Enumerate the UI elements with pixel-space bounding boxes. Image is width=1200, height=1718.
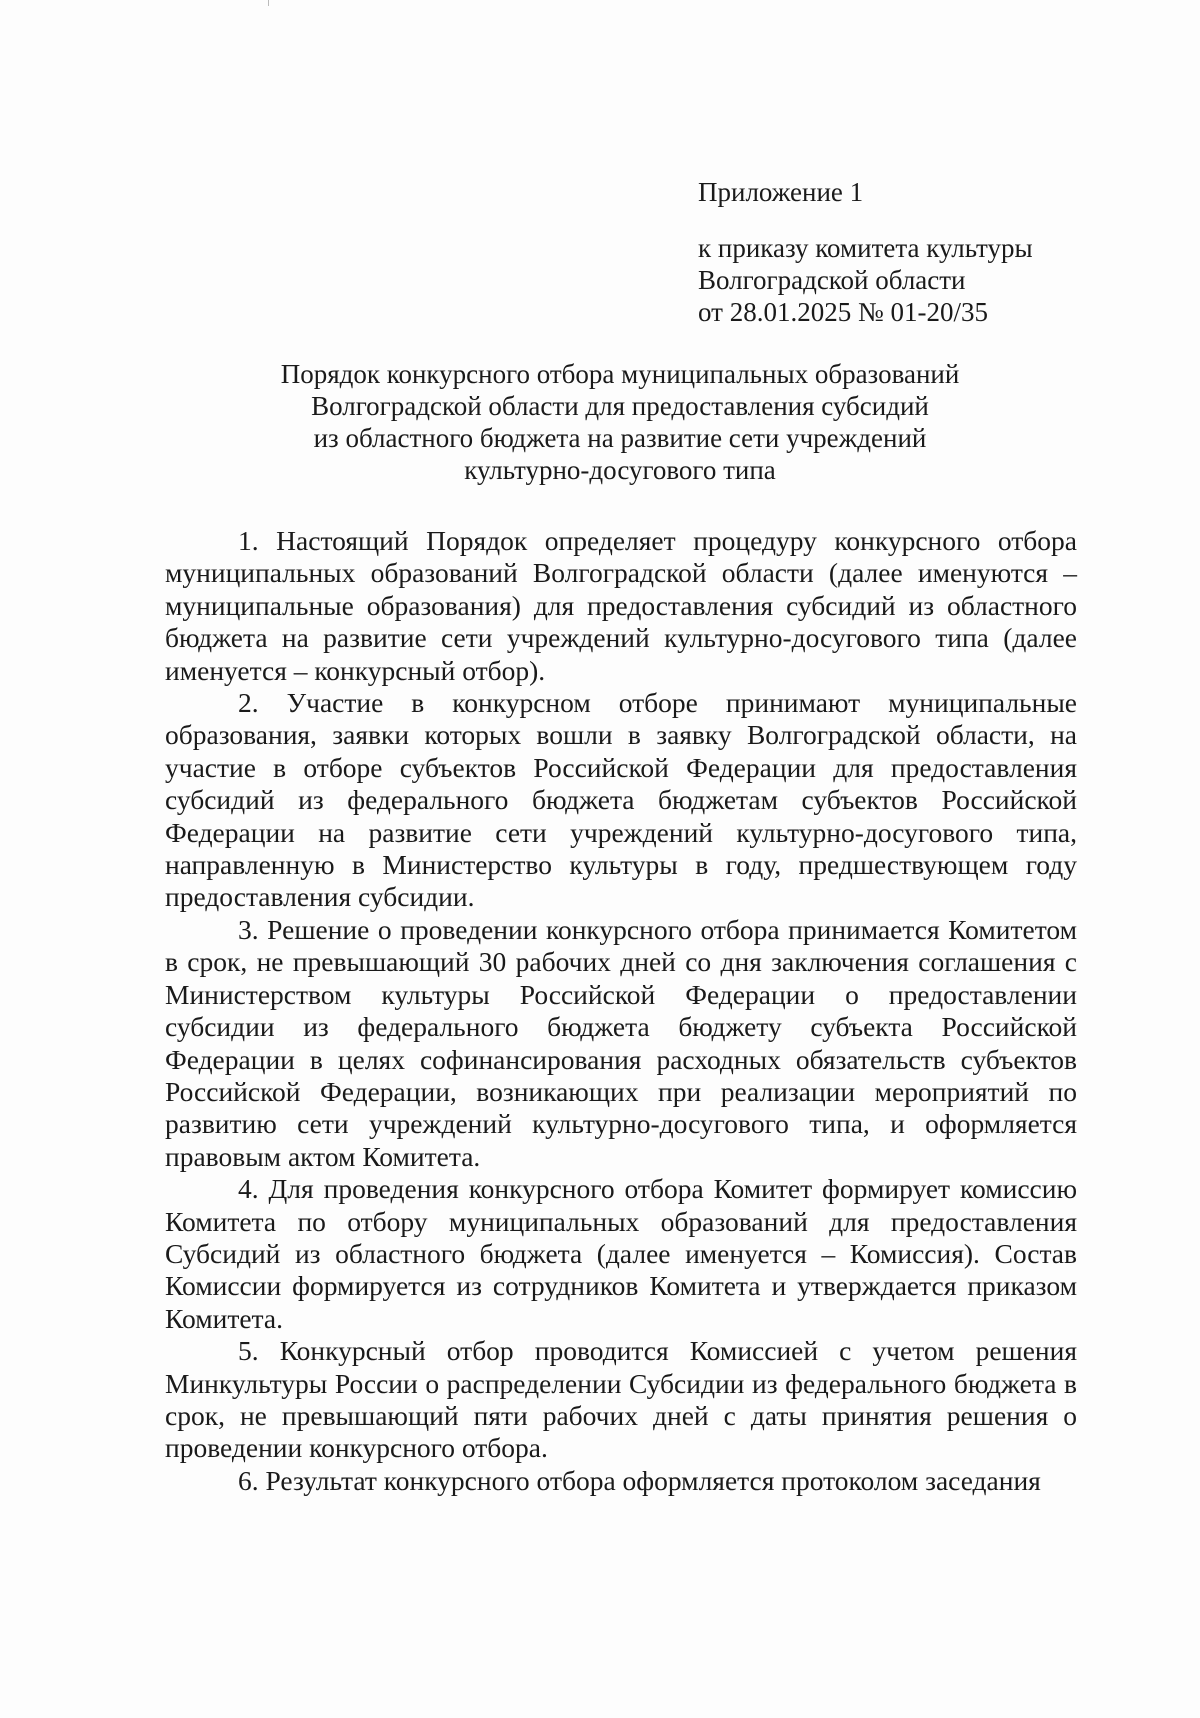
title-line: Волгоградской области для предоставления субсидий xyxy=(311,391,929,421)
paragraph-1: 1. Настоящий Порядок определяет процедуру конкурсного отбора муниципальных образований Волгоградской области (далее именуются – муниципальные образования) для предоставления субсидий из областного бюджета на развитие сети учреждений культурно-досугового типа (далее именуется – конкурсный отбор). xyxy=(165,525,1077,686)
title-line: из областного бюджета на развитие сети учреждений xyxy=(313,423,927,453)
paragraph-5: 5. Конкурсный отбор проводится Комиссией с учетом решения Минкультуры России о распределении Субсидии из федерального бюджета в срок, не превышающий пяти рабочих дней с даты принятия решения о проведении конкурсного отбора. xyxy=(165,1335,1077,1464)
paragraph-4: 4. Для проведения конкурсного отбора Комитет формирует комиссию Комитета по отбору муниципальных образований для предоставления Субсидий из областного бюджета (далее именуется – Комиссия). Состав Комиссии формируется из сотрудников Комитета и утверждается приказом Комитета. xyxy=(165,1173,1077,1334)
paragraph-3: 3. Решение о проведении конкурсного отбора принимается Комитетом в срок, не превышающий 30 рабочих дней со дня заключения соглашения с Министерством культуры Российской Федерации о предоставлении субсидии из федерального бюджета бюджету субъекта Российской Федерации в целях софинансирования расходных обязательств субъектов Российской Федерации, возникающих при реализации мероприятий по развитию сети учреждений культурно-досугового типа, и оформляется правовым актом Комитета. xyxy=(165,913,1077,1172)
paragraph-6: 6. Результат конкурсного отбора оформляется протоколом заседания xyxy=(238,1464,1041,1496)
scan-artifact-mark xyxy=(268,0,269,6)
order-reference-line: Волгоградской области xyxy=(698,265,966,295)
order-reference xyxy=(698,232,1033,328)
document-title xyxy=(160,358,1080,486)
paragraph-2: 2. Участие в конкурсном отборе принимают муниципальные образования, заявки которых вошли в заявку Волгоградской области, на участие в отборе субъектов Российской Федерации для предоставления субсидий из федерального бюджета бюджетам субъектов Российской Федерации на развитие сети учреждений культурно-досугового типа, направленную в Министерство культуры в году, предшествующем году предоставления субсидии. xyxy=(165,687,1077,913)
order-reference-line: к приказу комитета культуры xyxy=(698,233,1033,263)
appendix-label: Приложение 1 xyxy=(698,177,864,207)
title-line: Порядок конкурсного отбора муниципальных образований xyxy=(280,359,960,389)
document-body xyxy=(165,525,1077,1497)
title-line: культурно-досугового типа xyxy=(464,455,776,485)
order-reference-line: от 28.01.2025 № 01-20/35 xyxy=(698,297,988,327)
